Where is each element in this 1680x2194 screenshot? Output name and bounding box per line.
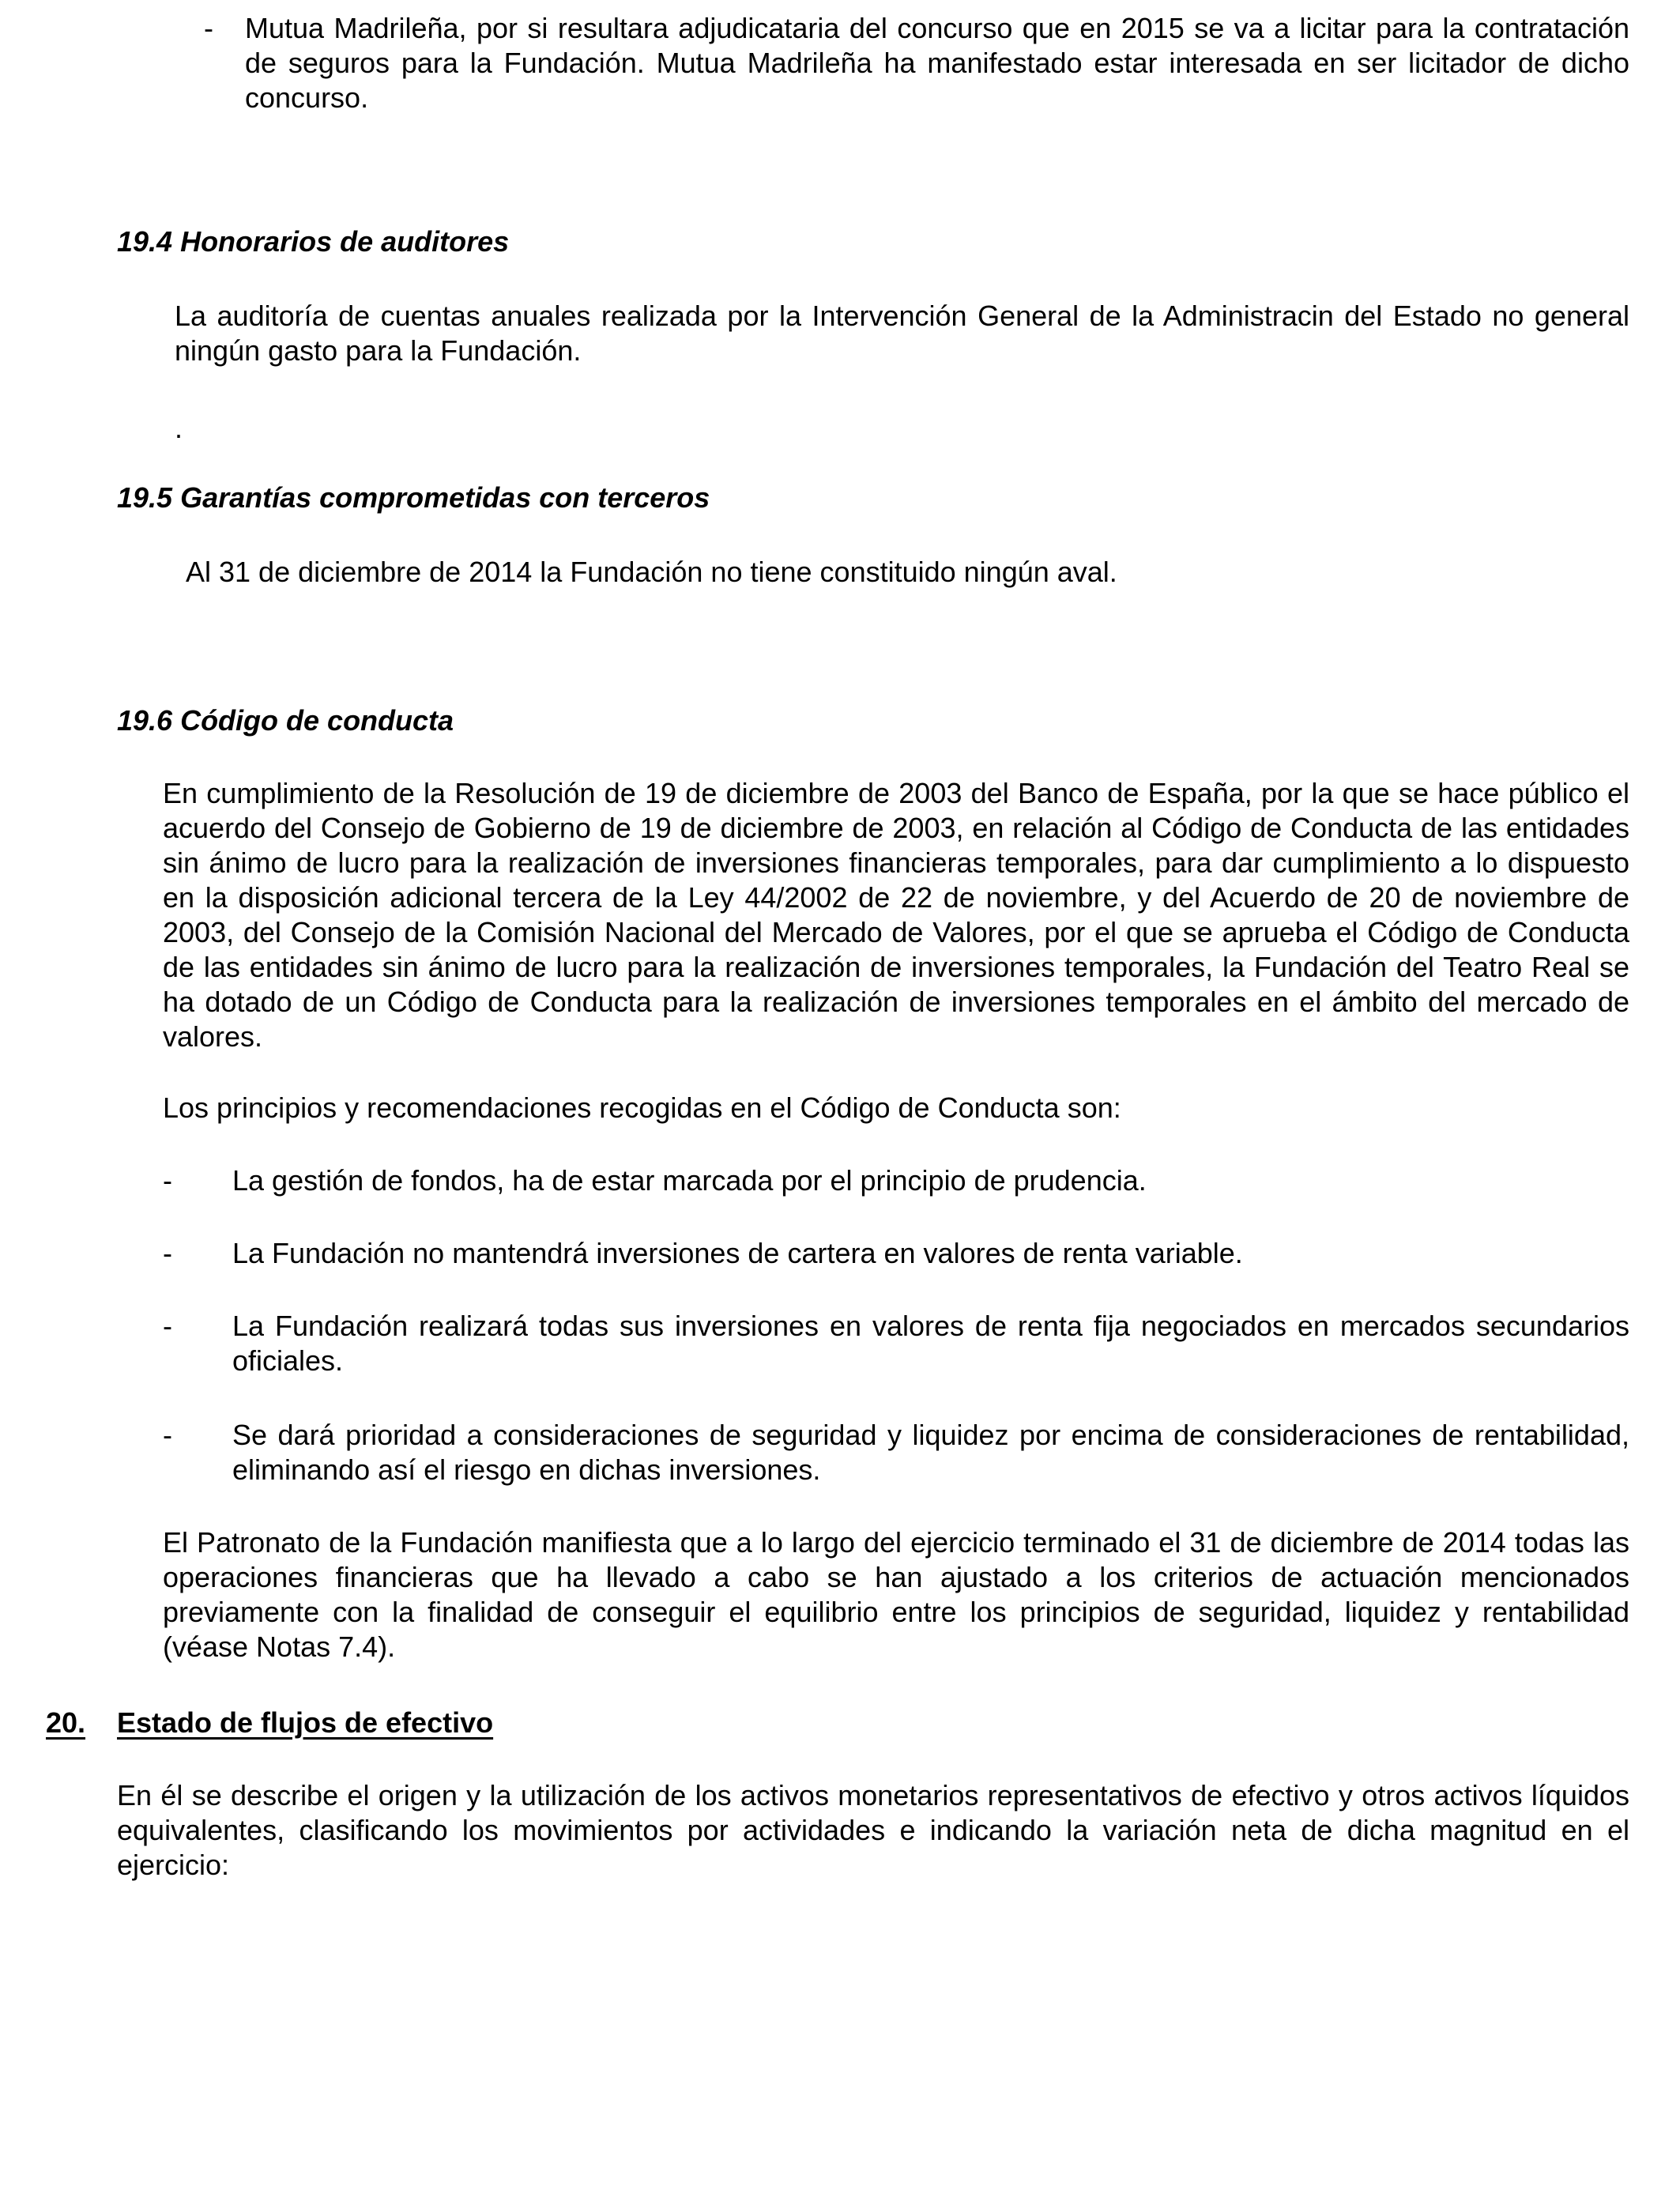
- section-20-number: 20.: [46, 1706, 86, 1739]
- paragraph-19-6-intro: Los principios y recomendaciones recogidas en el Código de Conducta son:: [163, 1091, 1121, 1124]
- paragraph-19-6-closing: El Patronato de la Fundación manifiesta que a lo largo del ejercicio terminado el 31 de diciembre de 2014 todas las operaciones financieras que ha llevado a cabo se han ajustado a los criterios de actuación mencionados previamente con la finalidad de conseguir el equilibrio entre los principios de seguridad, liquidez y rentabilidad (véase Notas 7.4).: [163, 1526, 1629, 1663]
- bullet-dash: -: [163, 1310, 172, 1342]
- stray-period: .: [175, 412, 183, 444]
- bullet-renta-fija: La Fundación realizará todas sus inversiones en valores de renta fija negociados en mercados secundarios oficiales.: [232, 1310, 1629, 1377]
- bullet-renta-variable: La Fundación no mantendrá inversiones de cartera en valores de renta variable.: [232, 1237, 1243, 1269]
- section-20-title: Estado de flujos de efectivo: [117, 1706, 494, 1739]
- bullet-dash: -: [163, 1419, 172, 1451]
- paragraph-19-5: Al 31 de diciembre de 2014 la Fundación no tiene constituido ningún aval.: [186, 556, 1117, 588]
- paragraph-19-4: La auditoría de cuentas anuales realizada por la Intervención General de la Administracin del Estado no general ningún gasto para la Fundación.: [175, 300, 1629, 367]
- heading-19-4: 19.4 Honorarios de auditores: [117, 225, 510, 258]
- heading-19-6: 19.6 Código de conducta: [117, 704, 454, 737]
- bullet-dash: -: [204, 12, 213, 44]
- bullet-seguridad-liquidez: Se dará prioridad a consideraciones de seguridad y liquidez por encima de consideraciones de rentabilidad, eliminando así el riesgo en dichas inversiones.: [232, 1419, 1629, 1486]
- paragraph-20: En él se describe el origen y la utilización de los activos monetarios representativos de efectivo y otros activos líquidos equivalentes, clasificando los movimientos por actividades e indicando la variación neta de dicha magnitud en el ejercicio:: [117, 1779, 1629, 1881]
- heading-19-5: 19.5 Garantías comprometidas con terceros: [117, 481, 710, 514]
- bullet-text-mutua: Mutua Madrileña, por si resultara adjudicataria del concurso que en 2015 se va a licitar para la contratación de seguros para la Fundación. Mutua Madrileña ha manifestado estar interesada en ser licitador de dicho concurso.: [245, 12, 1629, 114]
- bullet-dash: -: [163, 1164, 172, 1197]
- bullet-prudencia: La gestión de fondos, ha de estar marcada por el principio de prudencia.: [232, 1164, 1147, 1197]
- bullet-dash: -: [163, 1237, 172, 1269]
- paragraph-19-6-resolution: En cumplimiento de la Resolución de 19 de diciembre de 2003 del Banco de España, por la que se hace público el acuerdo del Consejo de Gobierno de 19 de diciembre de 2003, en relación al Código de Conducta de las entidades sin ánimo de lucro para la realización de inversiones financieras temporales, para dar cumplimiento a lo dispuesto en la disposición adicional tercera de la Ley 44/2002 de 22 de noviembre, y del Acuerdo de 20 de noviembre de 2003, del Consejo de la Comisión Nacional del Mercado de Valores, por el que se aprueba el Código de Conducta de las entidades sin ánimo de lucro para la realización de inversiones temporales, la Fundación del Teatro Real se ha dotado de un Código de Conducta para la realización de inversiones temporales en el ámbito del mercado de valores.: [163, 777, 1629, 1053]
